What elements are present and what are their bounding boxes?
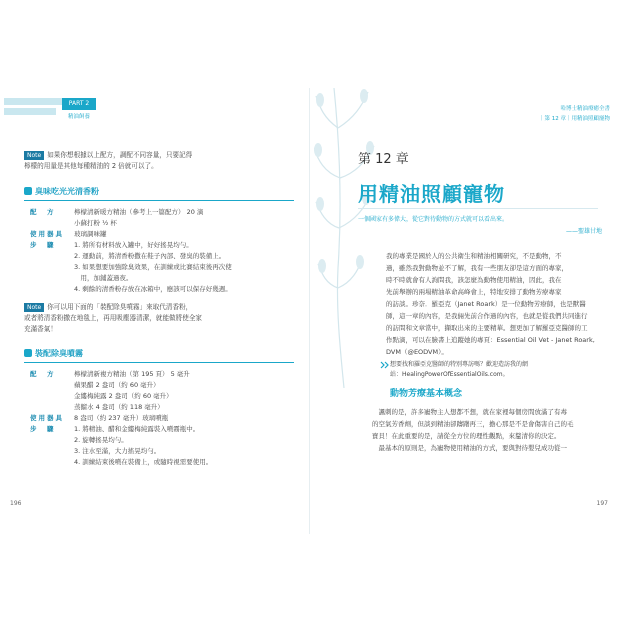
part-subtitle: 精油飼養 (67, 114, 90, 120)
note-1 (24, 150, 294, 172)
header-decoration (4, 88, 68, 118)
body-text-2 (372, 406, 604, 454)
body-line: 最基本的原則是，為寵物使用精油的方式，要與對待嬰兒成功從一 (372, 444, 567, 452)
body-line: 作點滴，可以在臉書上追蹤她的專頁：Essential Oil Vet - Janet Roark, (386, 336, 595, 344)
body-line: 的訪談。珍奈．羅亞克（Janet Roark）是一位動物芳療師，也是獸醫 (386, 300, 586, 308)
chapter-rule (358, 208, 598, 209)
section-icon (24, 187, 32, 195)
tip-line: 站：HealingPowerOfEssentialOils.com。 (390, 371, 509, 378)
body-text (386, 250, 604, 346)
running-header-title: 哈博士精油療癒全書 (560, 106, 610, 112)
note-line: 你可以用下面的「裝配除臭噴霧」來取代清香粉， (47, 303, 193, 311)
chapter-quote: 一個國家有多偉大，從它對待動物的方式就可以看出來。 (358, 216, 509, 223)
running-header-chapter: ｜第 12 章｜用精油照顧寵物 (539, 116, 610, 122)
section-icon (24, 349, 32, 357)
note-line: 檸檬的用量是其他每種精油的 2 倍就可以了。 (24, 162, 158, 170)
subheading: 動物芳療基本概念 (390, 389, 463, 399)
body-line: 的訪問和文章當中，擷取出來的主要精華。想更加了解羅亞克醫師的工 (386, 324, 588, 332)
page-number: 196 (10, 500, 22, 507)
body-line: 師，這一章的內容，是我倆先前合作過的內容，也就是從我們共同進行 (386, 312, 588, 320)
section-divider (24, 200, 294, 201)
section-title: 裝配除臭噴霧 (24, 348, 83, 359)
section-divider (24, 362, 294, 363)
section-title: 臭味吃光光清香粉 (24, 186, 99, 197)
body-line: 的空氣芳香劑，但談到精油卻躊躇再三，擔心那是不是會傷害自己的毛 (372, 420, 574, 428)
note-line: 或者將清香粉撒在地毯上，再用吸塵器清潔，就能做將使全家 (24, 314, 203, 322)
body-line: 諷刺的是，許多寵物主人想都不想，就在家裡每個房間放滿了有毒 (372, 408, 567, 416)
part-label: PART 2 (62, 98, 96, 110)
left-page: PART 2 精油飼養 Note 如果你想根據以上配方，調配不同容量，只要記得 檸檬的用量是其他每種精油的 2 倍就可以了。 臭味吃光光清香粉 配 方 檸檬清新暖方精油（參考上一篇配方） 20 滴 小蘇打粉 ½ 杯 使用器具 玻璃調味罐 步 驟 1. 將所有材料放入罐中，好好搖晃均勻。 2. 運動前，將清香粉撒在鞋子內部、發臭的裝備上。 3. 如果想要加強除臭效果，在訓練或比賽結束後再次使 用，加鋪蓋過夜。 4. 剩餘的清香粉存放在冰箱中，應該可以保存好幾週。 Note 你可以用下面的「裝配除臭噴霧」來取代清香粉， 或者將清香粉撒在地毯上，再用吸塵器清潔，就能做將使全家 充滿香氣！ 裝配除臭噴霧 配 方 檸檬清新複方精油（第 195 頁） 5 毫升 蘋果醋 2 盎司（約 60 毫升） 金縷梅純露 2 盎司（約 60 毫升） 蒸餾水 4 盎司（約 118 毫升） 使用器具 8 盎司（約 237 毫升）玻璃噴瓶 步 驟 1. 將精油、醋和金縷梅純露裝入噴霧瓶中。 2. 旋轉搖晃均勻。 3. 注水至滿，大力搖晃均勻。 4. 訓練結束後噴在裝備上，或隨時視需要使用。 196 (4, 88, 310, 534)
body-line: 先前舉辦的兩場精油革命高峰會上，特地安排了動物芳療專家 (386, 288, 562, 296)
body-line: 過，雖然我對動物並不了解，我有一些朋友卻是這方面的專家， (386, 264, 568, 272)
body-line: DVM（@EODVM）。 (386, 348, 448, 356)
tip-line: 想要找和羅亞克醫師的特別專訪嗎？歡迎造訪我的網 (390, 361, 529, 368)
note-line: 如果你想根據以上配方，調配不同容量，只要記得 (47, 151, 193, 159)
double-chevron-icon (380, 360, 390, 370)
page-number: 197 (596, 500, 608, 507)
chapter-title: 用精油照顧寵物 (358, 182, 505, 206)
quote-author: ——聖雄甘地 (565, 228, 602, 235)
body-line: 寶貝！在此重要的是，請從全方位的理性觀點，來釐清你的決定。 (372, 432, 561, 440)
note-tag: Note (24, 303, 44, 312)
note-tag: Note (24, 151, 44, 160)
chapter-label: 第 12 章 (358, 152, 409, 167)
note-line: 充滿香氣！ (24, 325, 57, 333)
body-line: 我的專業是國於人的公共衛生和精油相關研究，不是動物，不 (386, 252, 562, 260)
right-page (310, 88, 616, 534)
note-2 (24, 302, 294, 335)
body-line: 時不時就會有人詢問我，該怎麼為動物使用精油，因此，我在 (386, 276, 562, 284)
book-spread (4, 88, 616, 534)
tip-box (390, 360, 602, 380)
